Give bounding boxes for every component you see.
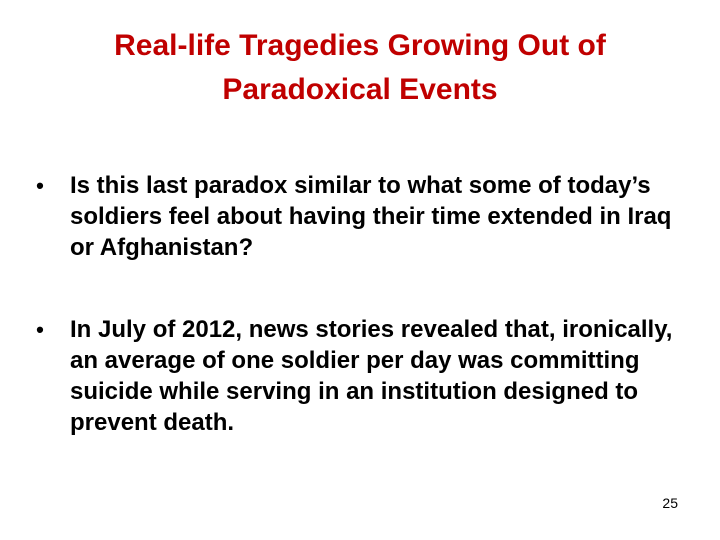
bullet-item xyxy=(30,314,690,438)
page-number: 25 xyxy=(662,495,678,511)
bullet-text: Is this last paradox similar to what some of today’s soldiers feel about having their time extended in Iraq or Afghanistan? xyxy=(70,172,672,261)
bullet-item xyxy=(30,170,690,263)
bullet-list xyxy=(30,170,690,438)
bullet-marker: • xyxy=(36,173,44,198)
bullet-marker: • xyxy=(36,317,44,342)
bullet-text: In July of 2012, news stories revealed that, ironically, an average of one soldier per day was committing suicide while serving in an institution designed to prevent death. xyxy=(70,316,673,436)
slide-title: Real-life Tragedies Growing Out of Paradoxical Events xyxy=(114,29,606,106)
